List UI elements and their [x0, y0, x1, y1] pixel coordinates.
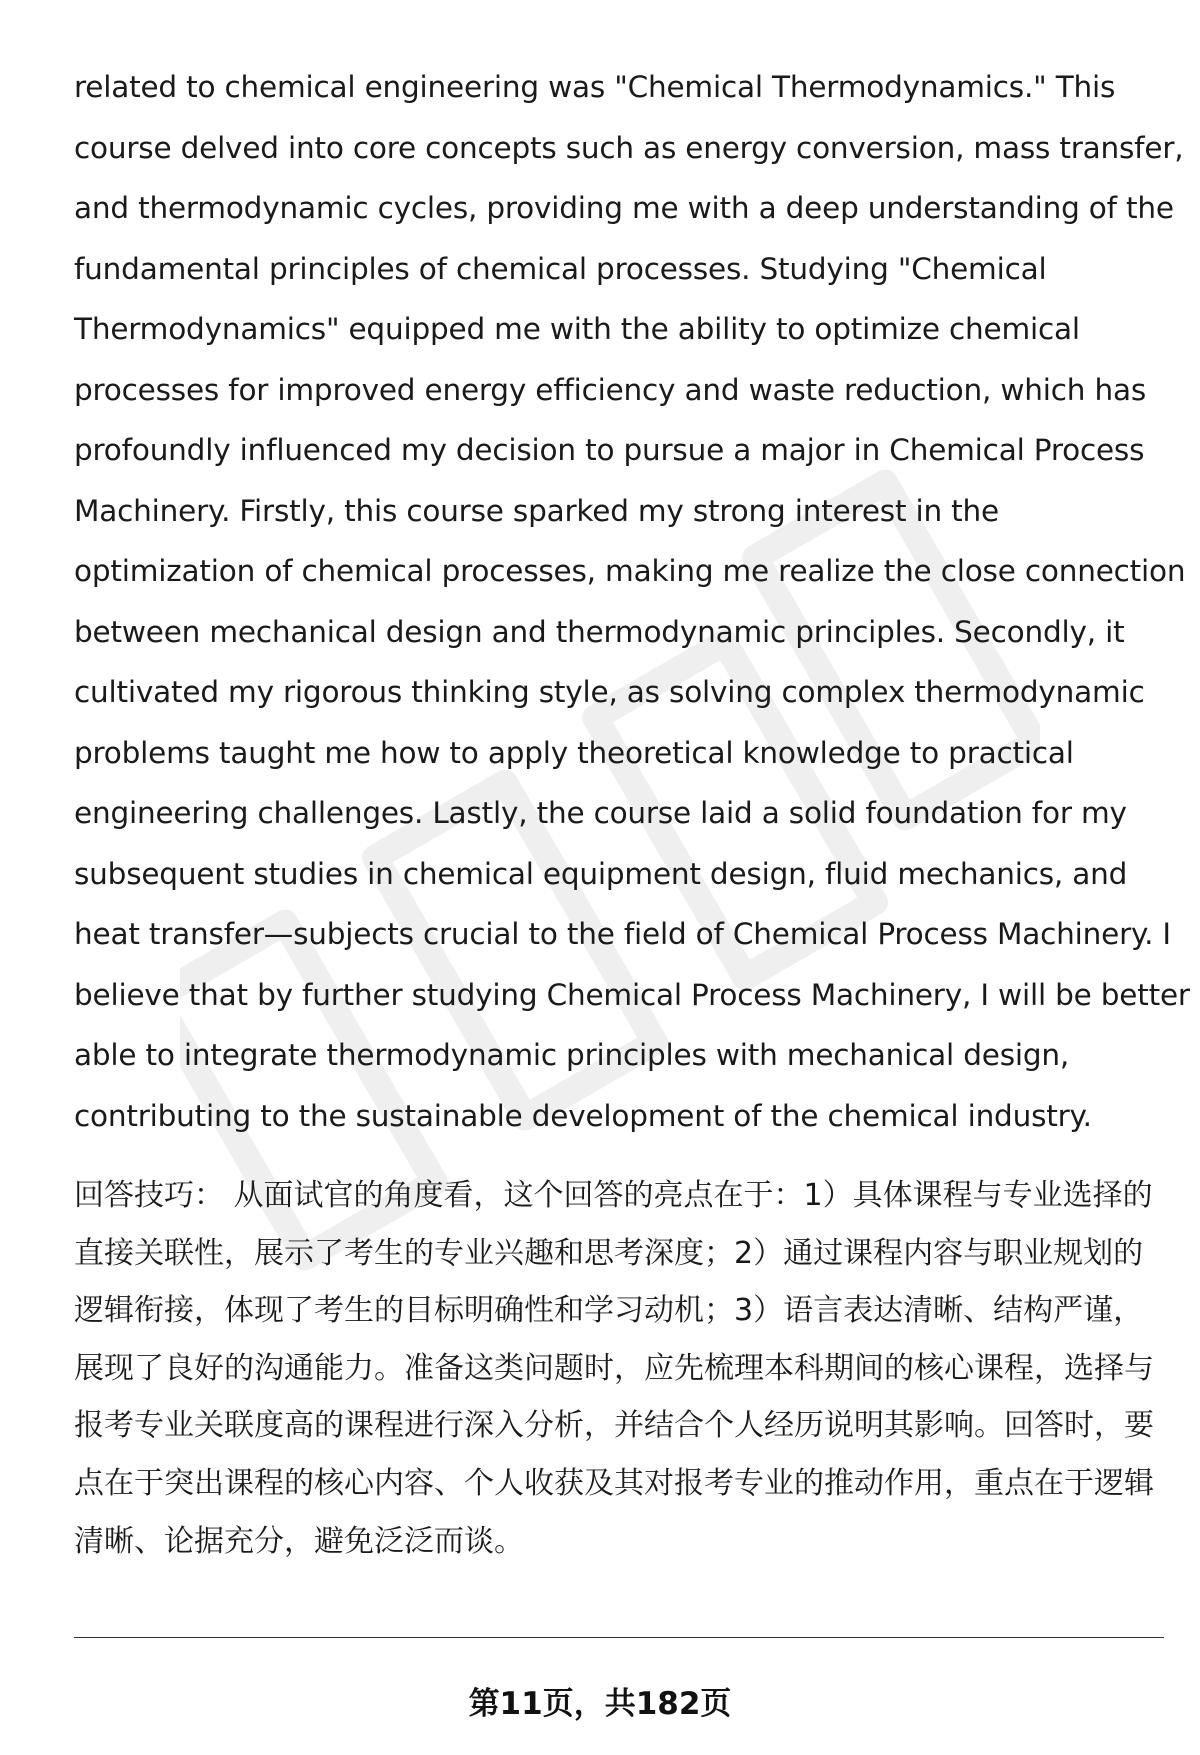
answer-line: cultivated my rigorous thinking style, as solving complex thermodynamic: [74, 675, 1145, 709]
answer-line: processes for improved energy efficiency and waste reduction, which has: [74, 372, 1147, 407]
tips-line: 报考专业关联度高的课程进行深入分析，并结合个人经历说明其影响。回答时，要: [74, 1408, 1154, 1444]
answer-tips: [74, 1167, 1164, 1570]
tips-line: 展现了良好的沟通能力。准备这类问题时，应先梳理本科期间的核心课程，选择与: [74, 1350, 1154, 1386]
answer-line: fundamental principles of chemical processes. Studying "Chemical: [74, 251, 1047, 286]
page-number: 第11页，共182页: [468, 1686, 732, 1722]
answer-line: contributing to the sustainable development of the chemical industry.: [74, 1098, 1092, 1133]
answer-line: between mechanical design and thermodynamic principles. Secondly, it: [74, 614, 1125, 649]
answer-paragraph: [74, 57, 1190, 1146]
tips-line: 直接关联性，展示了考生的专业兴趣和思考深度；2）通过课程内容与职业规划的: [74, 1235, 1144, 1271]
answer-line: optimization of chemical processes, making me realize the close connection: [74, 554, 1186, 588]
answer-line: course delved into core concepts such as energy conversion, mass transfer,: [74, 130, 1184, 165]
answer-line: Machinery. Firstly, this course sparked my strong interest in the: [74, 493, 999, 528]
answer-line: heat transfer—subjects crucial to the field of Chemical Process Machinery. I: [74, 917, 1171, 951]
answer-line: believe that by further studying Chemical Process Machinery, I will be better: [74, 977, 1190, 1012]
tips-line: 逻辑衔接，体现了考生的目标明确性和学习动机；3）语言表达清晰、结构严谨，: [74, 1293, 1144, 1329]
answer-line: profoundly influenced my decision to pursue a major in Chemical Process: [74, 433, 1145, 467]
answer-line: able to integrate thermodynamic principles with mechanical design,: [74, 1038, 1070, 1072]
tips-line: 回答技巧： 从面试官的角度看，这个回答的亮点在于：1）具体课程与专业选择的: [74, 1178, 1153, 1213]
answer-line: Thermodynamics" equipped me with the ability to optimize chemical: [74, 312, 1080, 346]
footer-divider: [74, 1637, 1164, 1638]
answer-line: related to chemical engineering was "Chemical Thermodynamics." This: [74, 70, 1116, 104]
answer-line: and thermodynamic cycles, providing me with a deep understanding of the: [74, 191, 1174, 225]
tips-line: 点在于突出课程的核心内容、个人收获及其对报考专业的推动作用，重点在于逻辑: [74, 1465, 1154, 1501]
tips-line: 清晰、论据充分，避免泛泛而谈。: [74, 1523, 524, 1559]
answer-line: problems taught me how to apply theoretical knowledge to practical: [74, 735, 1074, 770]
answer-line: engineering challenges. Lastly, the course laid a solid foundation for my: [74, 796, 1127, 830]
answer-line: subsequent studies in chemical equipment design, fluid mechanics, and: [74, 856, 1128, 891]
